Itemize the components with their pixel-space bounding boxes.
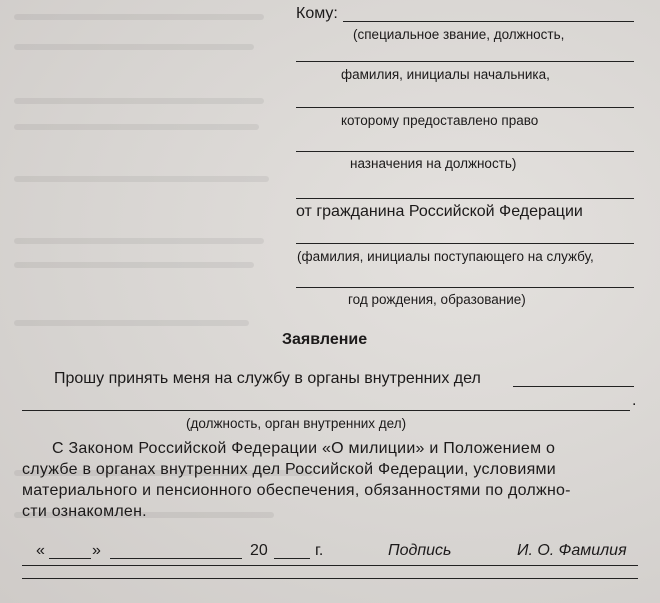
date-year-prefix: 20 xyxy=(250,542,268,559)
bleed-through-line xyxy=(14,124,259,130)
request-text: Прошу принять меня на службу в органы внутренних дел xyxy=(54,370,481,387)
acknowledgement-line-2: службе в органах внутренних дел Российской Федерации, условиями xyxy=(22,461,556,478)
to-hint-1: (специальное звание, должность, xyxy=(353,27,565,42)
bottom-rule-2 xyxy=(22,578,638,579)
from-label: от гражданина Российской Федерации xyxy=(296,203,583,220)
request-end-mark: . xyxy=(632,392,637,409)
to-hint-2: фамилия, инициалы начальника, xyxy=(341,67,550,82)
to-field-line-2[interactable] xyxy=(296,61,634,62)
to-field-line-5[interactable] xyxy=(296,198,634,199)
acknowledgement-line-3: материального и пенсионного обеспечения, обязанностями по должно- xyxy=(22,482,571,499)
bleed-through-line xyxy=(14,320,249,326)
date-open-quote: « xyxy=(36,542,45,559)
to-label: Кому: xyxy=(296,5,338,22)
request-field-line-1[interactable] xyxy=(513,386,634,387)
document-title: Заявление xyxy=(282,331,368,348)
from-field-line-2[interactable] xyxy=(296,287,634,288)
bleed-through-line xyxy=(14,238,264,244)
bleed-through-line xyxy=(14,44,254,50)
from-hint-2: год рождения, образование) xyxy=(348,292,526,307)
from-field-line-1[interactable] xyxy=(296,243,634,244)
request-hint: (должность, орган внутренних дел) xyxy=(186,416,407,431)
to-field-line[interactable] xyxy=(343,21,634,22)
name-label: И. О. Фамилия xyxy=(517,542,627,559)
bleed-through-line xyxy=(14,98,264,104)
from-hint-1: (фамилия, инициалы поступающего на службу, xyxy=(297,249,594,264)
date-day-field[interactable] xyxy=(49,558,91,559)
to-field-line-4[interactable] xyxy=(296,151,634,152)
acknowledgement-line-1: С Законом Российской Федерации «О милиции» и Положением о xyxy=(52,440,556,457)
date-year-suffix: г. xyxy=(315,542,324,559)
bottom-rule-1 xyxy=(22,565,638,566)
bleed-through-line xyxy=(14,262,254,268)
bleed-through-line xyxy=(14,14,264,20)
signature-label: Подпись xyxy=(388,542,452,559)
to-hint-3: которому предоставлено право xyxy=(341,113,539,128)
date-close-quote: » xyxy=(92,542,101,559)
acknowledgement-line-4: сти ознакомлен. xyxy=(22,503,147,520)
date-month-field[interactable] xyxy=(110,558,242,559)
date-year-field[interactable] xyxy=(274,558,310,559)
to-hint-4: назначения на должность) xyxy=(350,156,517,171)
request-field-line-2[interactable] xyxy=(22,410,630,411)
bleed-through-line xyxy=(14,176,269,182)
to-field-line-3[interactable] xyxy=(296,107,634,108)
